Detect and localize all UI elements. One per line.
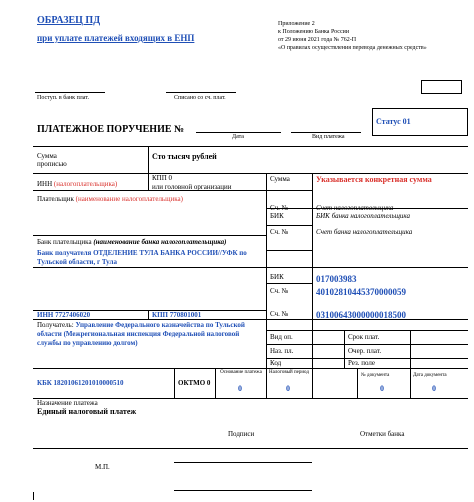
sum-value: Указывается конкретная сумма — [316, 175, 432, 184]
grid-vline — [410, 330, 411, 368]
grid-vline — [312, 368, 313, 398]
grid-line — [33, 235, 266, 236]
sum-label: Сумма — [270, 175, 290, 183]
grid-line — [266, 330, 468, 331]
grid-line — [266, 344, 468, 345]
payee-bik-value: 017003983 — [316, 274, 357, 284]
doc-date-label: Дата документа — [413, 373, 447, 378]
payer-bank-label: Банк плательщика (наименование банка налогоплательщика) — [37, 238, 227, 246]
form-code-box — [421, 80, 462, 94]
grid-line — [33, 398, 468, 399]
oktmo: ОКТМО 0 — [178, 379, 211, 387]
doc-date-value: 0 — [432, 384, 436, 393]
grid-vline — [410, 368, 411, 398]
corner-mark — [33, 492, 34, 500]
grid-line — [266, 283, 312, 284]
grid-vline — [344, 330, 345, 368]
payee-bank-account-label: Сч. № — [270, 287, 289, 295]
grid-line — [33, 267, 266, 268]
sample-title: ОБРАЗЕЦ ПД — [37, 15, 101, 26]
purpose-value: Единый налоговый платеж — [37, 407, 137, 416]
appendix-line-3: от 29 июня 2021 года № 762-П — [278, 37, 357, 43]
received-line — [35, 92, 105, 93]
doc-number-label: № документа — [361, 373, 390, 378]
amount-label-2: прописью — [37, 160, 67, 168]
grid-line — [33, 368, 468, 369]
payer-kpp-hint: или головной организации — [152, 183, 232, 191]
payee-account-label: Сч. № — [270, 310, 289, 318]
grid-line — [266, 190, 312, 191]
payer-inn-label: ИНН (налогоплательщика) — [37, 180, 118, 188]
debited-label: Списано со сч. плат. — [174, 95, 226, 101]
payer-bik-label: БИК — [270, 212, 284, 220]
purpose-code-label: Наз. пл. — [270, 347, 294, 355]
payer-account-label: Сч. № — [270, 204, 289, 212]
signatures-label: Подписи — [228, 430, 255, 438]
grid-vline — [148, 146, 149, 173]
date-label: Дата — [232, 134, 244, 140]
payer-bik-value: БИК банка налогоплательщика — [316, 212, 411, 220]
payee-account-value: 03100643000000018500 — [316, 310, 406, 320]
signature-line-2 — [174, 490, 312, 491]
grid-line — [266, 225, 312, 226]
date-line — [196, 132, 281, 133]
grid-line — [266, 250, 312, 251]
received-label: Поступ. в банк плат. — [37, 95, 89, 101]
kbk: КБК 18201061201010000510 — [37, 379, 124, 387]
purpose-label: Назначение платежа — [37, 399, 98, 407]
document-title: ПЛАТЕЖНОЕ ПОРУЧЕНИЕ № — [37, 124, 185, 135]
payee-name: Получатель: Управление Федерального казначейства по Тульской области (Межрегиональная инспекция Федеральной налоговой службы по управлению долгом) — [37, 321, 245, 347]
payee-kpp: КПП 770801001 — [152, 311, 202, 319]
status-label: Статус 01 — [376, 117, 411, 126]
code-label: Код — [270, 359, 282, 367]
amount-in-words: Сто тысяч рублей — [152, 152, 217, 161]
grid-vline — [148, 173, 149, 190]
grid-line — [33, 448, 468, 449]
stamp-label: М.П. — [95, 463, 110, 471]
order-label: Очер. плат. — [348, 347, 382, 355]
grid-line — [33, 173, 468, 174]
period-label: Налоговый период — [269, 370, 309, 375]
payment-type-label: Вид платежа — [312, 134, 345, 140]
amount-label: Сумма — [37, 152, 57, 160]
payee-bank-account-value: 40102810445370000059 — [316, 287, 406, 297]
grid-vline — [357, 368, 358, 398]
appendix-line-1: Приложение 2 — [278, 21, 315, 27]
grid-vline — [266, 173, 267, 368]
payer-bank-account-value: Счет банка налогоплательщика — [316, 228, 413, 236]
appendix-line-2: к Положению Банка России — [278, 29, 350, 35]
grid-vline — [148, 310, 149, 319]
grid-vline — [174, 368, 175, 398]
payer-label: Плательщик (наименование налогоплательщика) — [37, 195, 183, 203]
appendix-line-4: «О правилах осуществления перевода денежных средств» — [278, 45, 427, 51]
payer-account-value: Счет налогоплательщика — [316, 204, 394, 212]
bank-marks-label: Отметки банка — [360, 430, 405, 438]
op-type-label: Вид оп. — [270, 333, 293, 341]
grid-vline — [312, 173, 313, 368]
payment-type-line — [291, 132, 361, 133]
debited-line — [166, 92, 236, 93]
basis-label: Основание платежа — [220, 370, 262, 375]
payer-kpp-label: КПП 0 — [152, 174, 173, 182]
payee-inn: ИНН 7727406020 — [37, 311, 91, 319]
basis-value: 0 — [238, 384, 242, 393]
term-label: Срок плат. — [348, 333, 380, 341]
sample-subtitle: при уплате платежей входящих в ЕНП — [37, 33, 195, 43]
doc-number-value: 0 — [380, 384, 384, 393]
signature-line-1 — [174, 462, 312, 463]
grid-line — [33, 146, 468, 147]
payee-bik-label: БИК — [270, 273, 284, 281]
grid-line — [266, 267, 468, 268]
period-value: 0 — [286, 384, 290, 393]
payee-bank-name: Банк получателя ОТДЕЛЕНИЕ ТУЛА БАНКА РОССИИ//УФК по Тульской области, г Тула — [37, 249, 247, 266]
grid-vline — [215, 368, 216, 398]
payer-bank-account-label: Сч. № — [270, 228, 289, 236]
reserve-label: Рез. поле — [348, 359, 376, 367]
